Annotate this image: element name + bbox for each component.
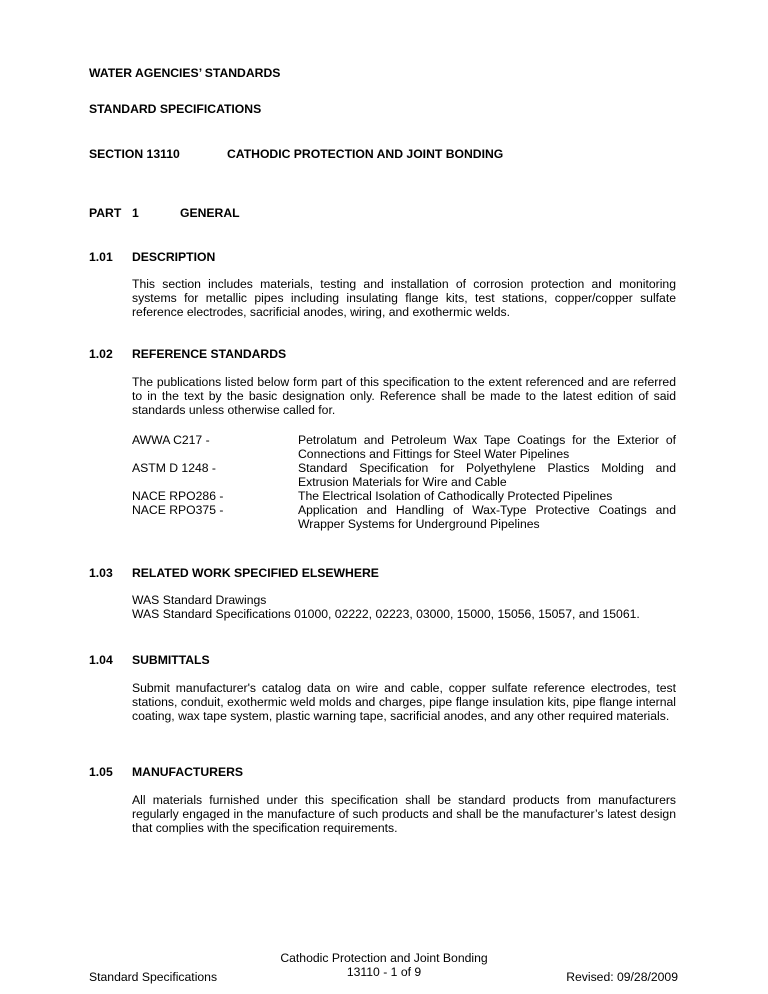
footer-left: Standard Specifications	[89, 970, 218, 984]
heading-submittals: SUBMITTALS	[132, 653, 210, 667]
manufacturers-paragraph: All materials furnished under this specification shall be standard products from manufacturers regularly engaged in the manufacture of such products and shall be the manufacturer’s latest design that complies with the specification requirements.	[132, 793, 676, 836]
heading-number-1-04: 1.04	[89, 653, 113, 667]
heading-number-1-01: 1.01	[89, 250, 113, 264]
reference-code: NACE RPO375 -	[132, 503, 224, 517]
heading-number-1-05: 1.05	[89, 765, 113, 779]
footer-page-number: 13110 - 1 of 9	[346, 965, 422, 979]
reference-description: The Electrical Isolation of Cathodically Protected Pipelines	[298, 489, 613, 503]
heading-number-1-02: 1.02	[89, 347, 113, 361]
part-title: GENERAL	[180, 206, 240, 220]
part-label: PART	[89, 206, 122, 220]
agency-title: WATER AGENCIES’ STANDARDS	[89, 66, 281, 80]
reference-code: ASTM D 1248 -	[132, 461, 216, 475]
document-type-title: STANDARD SPECIFICATIONS	[89, 102, 262, 116]
heading-description: DESCRIPTION	[132, 250, 216, 264]
reference-standards-paragraph: The publications listed below form part of this specification to the extent referenced and are referred to in the text by the basic designation only. Reference shall be made to the latest edition of said standards unless otherwise called for.	[132, 375, 676, 418]
heading-manufacturers: MANUFACTURERS	[132, 765, 244, 779]
part-number: 1	[132, 206, 139, 220]
heading-related-work: RELATED WORK SPECIFIED ELSEWHERE	[132, 566, 379, 580]
reference-description: Petrolatum and Petroleum Wax Tape Coatings for the Exterior of Connections and Fittings for Steel Water Pipelines	[298, 433, 676, 462]
footer-center-title: Cathodic Protection and Joint Bonding	[280, 951, 488, 965]
reference-description: Standard Specification for Polyethylene Plastics Molding and Extrusion Materials for Wire and Cable	[298, 461, 676, 490]
reference-code: AWWA C217 -	[132, 433, 210, 447]
reference-code: NACE RPO286 -	[132, 489, 224, 503]
reference-description: Application and Handling of Wax-Type Protective Coatings and Wrapper Systems for Underground Pipelines	[298, 503, 676, 532]
related-work-specifications: WAS Standard Specifications 01000, 02222, 02223, 03000, 15000, 15056, 15057, and 15061.	[132, 607, 640, 621]
description-paragraph: This section includes materials, testing and installation of corrosion protection and monitoring systems for metallic pipes including insulating flange kits, test stations, copper/copper sulfate reference electrodes, sacrificial anodes, wiring, and exothermic welds.	[132, 277, 676, 320]
submittals-paragraph: Submit manufacturer's catalog data on wire and cable, copper sulfate reference electrodes, test stations, conduit, exothermic weld molds and charges, pipe flange insulation kits, pipe flange internal coating, wax tape system, plastic warning tape, sacrificial anodes, and any other required materials.	[132, 681, 676, 724]
section-number: SECTION 13110	[89, 147, 180, 161]
section-title: CATHODIC PROTECTION AND JOINT BONDING	[227, 147, 504, 161]
heading-reference-standards: REFERENCE STANDARDS	[132, 347, 287, 361]
footer-center	[250, 951, 518, 979]
footer-revised-date: Revised: 09/28/2009	[566, 970, 678, 984]
related-work-drawings: WAS Standard Drawings	[132, 593, 267, 607]
heading-number-1-03: 1.03	[89, 566, 113, 580]
